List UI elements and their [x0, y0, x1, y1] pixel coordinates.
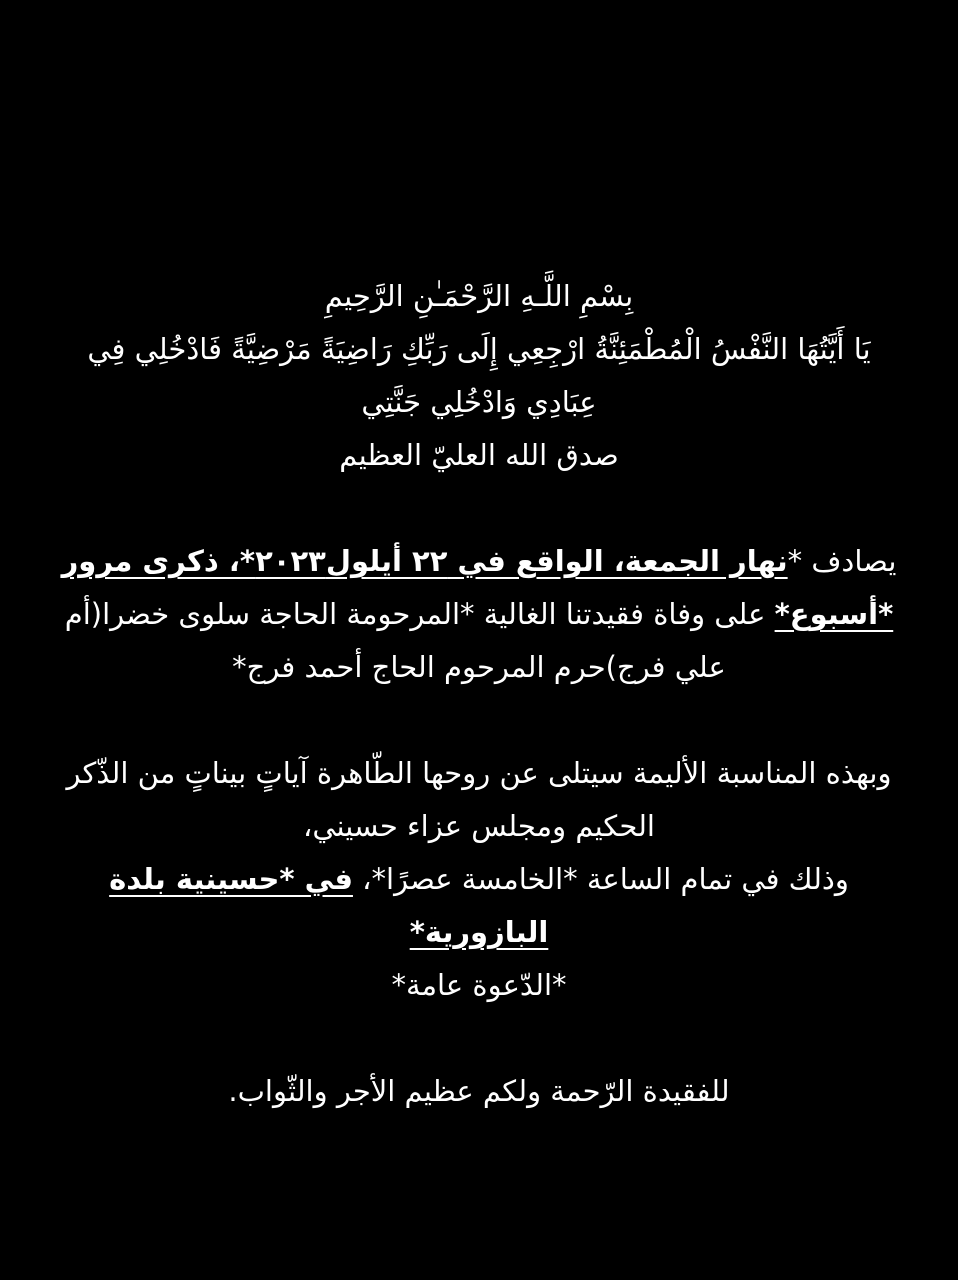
spacer: [40, 1012, 918, 1065]
venue-town: البازورية*: [409, 915, 549, 949]
verse-line-1: يَا أَيَّتُهَا النَّفْسُ الْمُطْمَئِنَّةُ ارْجِعِي إِلَى رَبِّكِ رَاضِيَةً مَرْضِيَّةً فَادْخُلِي فِي: [87, 332, 871, 366]
announcement-line-1: [40, 535, 918, 588]
spacer: [40, 694, 918, 747]
date-highlight: نهار الجمعة، الواقع في ٢٢ أيلول٢٠٢٣*، ذكرى مرور: [61, 544, 788, 578]
ceremony-time: وذلك في تمام الساعة *الخامسة عصرًا*،: [352, 862, 849, 896]
verse-line-2: عِبَادِي وَادْخُلِي جَنَّتِي: [361, 385, 597, 419]
week-highlight: *أسبوع*: [774, 597, 894, 631]
ceremony-line-1: وبهذه المناسبة الأليمة سيتلى عن روحها الطّاهرة آياتٍ بيناتٍ من الذّكر: [66, 756, 892, 790]
basmala: بِسْمِ اللَّـهِ الرَّحْمَـٰنِ الرَّحِيمِ: [324, 279, 634, 313]
deceased-name: على وفاة فقيدتنا الغالية *المرحومة الحاجة سلوى خضرا(أم: [64, 597, 775, 631]
spacer: [40, 482, 918, 535]
announcement-line-2: [40, 588, 918, 641]
ceremony-line-3: [40, 853, 918, 906]
announcement-prefix: يصادف *: [787, 544, 897, 578]
ceremony-line-2: الحكيم ومجلس عزاء حسيني،: [303, 809, 655, 843]
obituary-notice: [40, 270, 918, 1118]
verse-closing: صدق الله العليّ العظيم: [339, 438, 619, 472]
announcement-line-3: علي فرج)حرم المرحوم الحاج أحمد فرج*: [232, 650, 726, 684]
public-invitation: *الدّعوة عامة*: [391, 968, 567, 1002]
condolence-line: للفقيدة الرّحمة ولكم عظيم الأجر والثّواب.: [228, 1074, 730, 1108]
venue-highlight: في *حسينية بلدة: [109, 862, 353, 896]
ceremony-line-4: [40, 906, 918, 959]
